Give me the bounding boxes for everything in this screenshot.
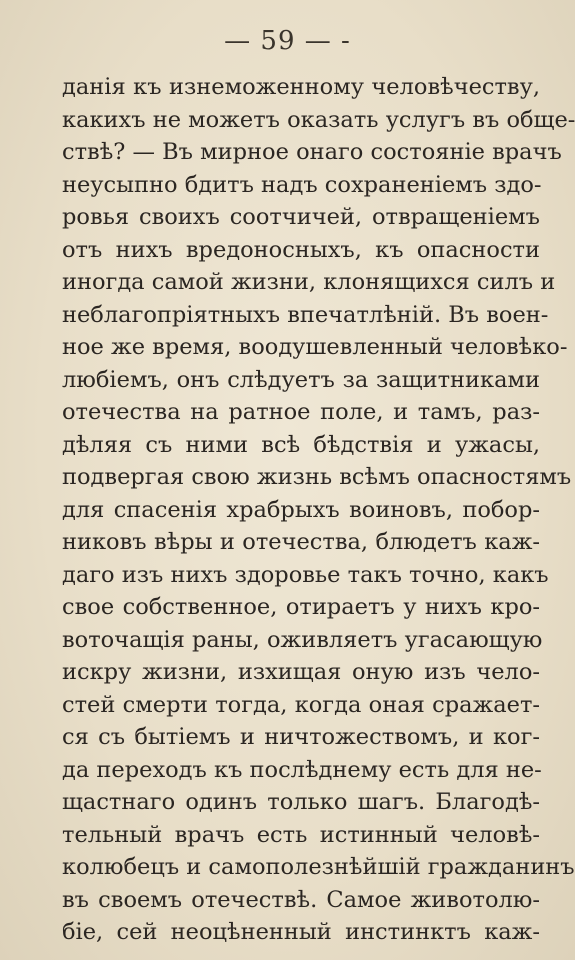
body-text [62,71,575,949]
text-line: тельный врачъ есть истинный человѣ- [62,821,540,848]
text-line: біе, сей неоцѣненный инстинктъ каж- [62,919,540,945]
text-line: стей смерти тогда, когда оная сражает- [62,691,540,718]
text-line: для спасенія храбрыхъ воиновъ, побор- [62,496,540,523]
text-line: никовъ вѣры и отечества, блюдетъ каж- [62,529,540,555]
text-line: да переходъ къ послѣднему есть для не- [62,756,542,783]
text-line: любіемъ, онъ слѣдуетъ за защитниками [62,366,540,393]
text-line: ное же время, воодушевленный человѣко- [62,334,568,360]
text-line: колюбецъ и самополезнѣйшій гражданинъ [62,854,575,880]
text-line: неусыпно бдитъ надъ сохраненіемъ здо- [62,171,542,198]
text-line: искру жизни, изхищая оную изъ чело- [62,659,540,685]
text-line: свое собственное, отираетъ у нихъ кро- [62,594,540,620]
text-line: отечества на ратное поле, и тамъ, раз- [62,399,540,425]
text-line: подвергая свою жизнь всѣмъ опасностямъ [62,464,572,490]
text-line: иногда самой жизни, клонящихся силъ и [62,269,556,295]
text-line: ся съ бытіемъ и ничтожествомъ, и ког- [62,724,540,750]
text-line: какихъ не можетъ оказать услугъ въ обще- [62,106,575,133]
text-line: воточащія раны, оживляетъ угасающую [62,626,543,653]
text-line: отъ нихъ вредоносныхъ, къ опасности [62,236,540,263]
text-line: въ своемъ отечествѣ. Самое животолю- [62,886,540,913]
text-line: дѣляя съ ними всѣ бѣдствія и ужасы, [62,431,540,458]
text-line: ровья своихъ соотчичей, отвращеніемъ [62,204,540,230]
text-line: ствѣ? — Въ мирное онаго состояніе врачъ [62,139,562,165]
text-line: данія къ изнеможенному человѣчеству, [62,74,540,100]
page-number: — 59 — - [224,26,351,56]
text-line: неблагопріятныхъ впечатлѣній. Въ воен- [62,301,549,328]
text-line: щастнаго одинъ только шагъ. Благодѣ- [62,789,540,815]
text-line: даго изъ нихъ здоровье такъ точно, какъ [62,561,549,588]
